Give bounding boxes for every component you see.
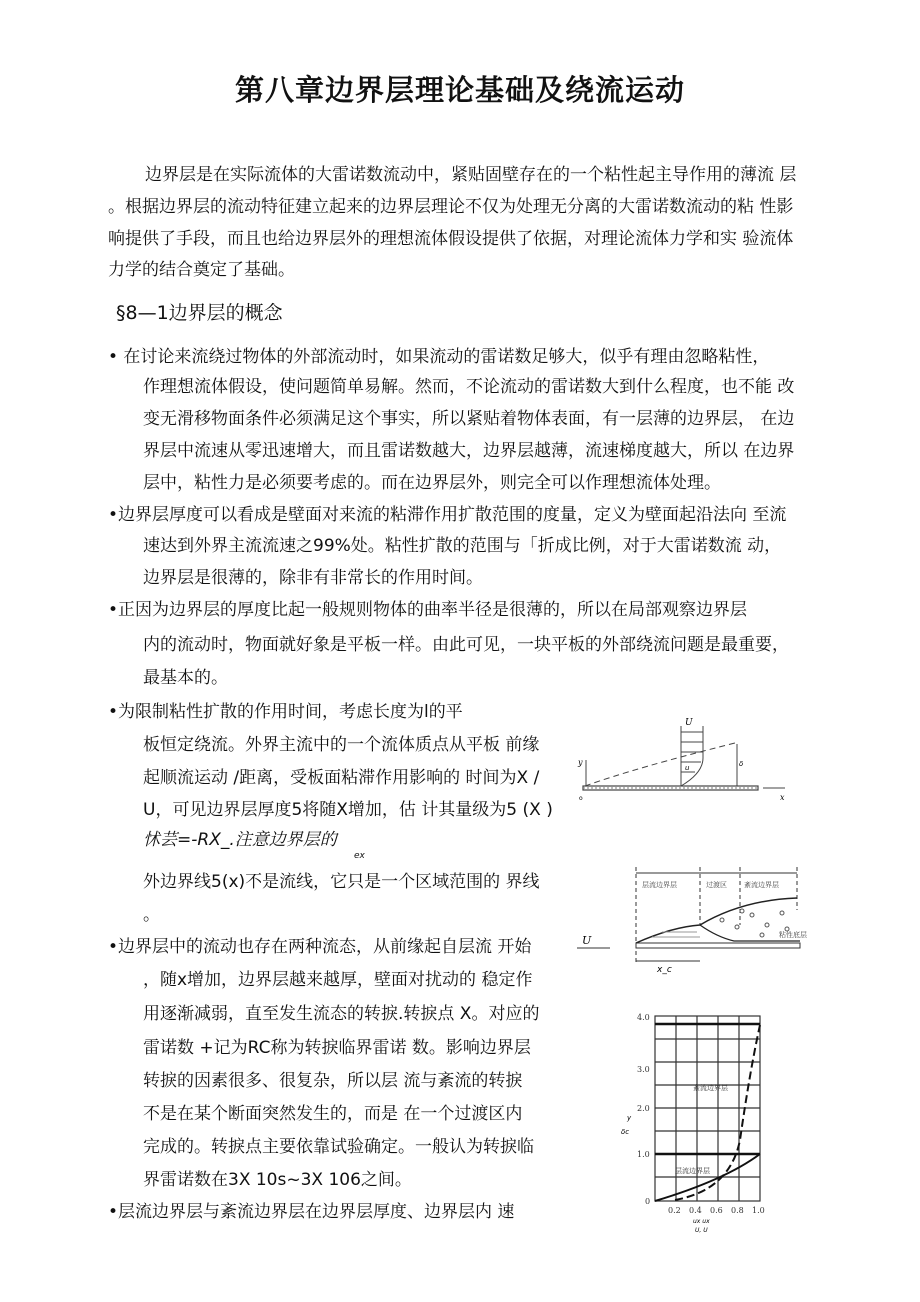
zone-turbulent-label: 紊流边界层 xyxy=(744,881,779,889)
text-line: •边界层厚度可以看成是壁面对来流的粘滞作用扩散范围的度量，定义为壁面起沿法向 至流 xyxy=(108,505,787,525)
text-line: ex xyxy=(354,851,365,861)
text-line: 内的流动时，物面就好象是平板一样。由此可见，一块平板的外部绕流问题是最重要， xyxy=(143,635,789,655)
text-line: 层中，粘性力是必须要考虑的。而在边界层外，则完全可以作理想流体处理。 xyxy=(143,473,721,493)
text-line: 速达到外界主流流速之99%处。粘性扩散的范围与「折成比例，对于大雷诺数流 动， xyxy=(143,536,782,556)
label-u: u xyxy=(685,764,690,772)
text-line: • 在讨论来流绕过物体的外部流动时，如果流动的雷诺数足够大，似乎有理由忽略粘性， xyxy=(108,347,770,367)
x-axis-label-den: U, U xyxy=(695,1227,708,1234)
text-line: 板恒定绕流。外界主流中的一个流体质点从平板 前缘 xyxy=(143,735,540,755)
label-xc: x_c xyxy=(657,965,672,975)
label-U: U xyxy=(582,934,592,947)
zone-laminar-label: 层流边界层 xyxy=(642,881,677,889)
y-tick: 3.0 xyxy=(637,1065,650,1074)
text-line: U，可见边界层厚度5将随X增加，估 计其量级为5 (X ) xyxy=(143,800,553,820)
text-line: 边界层是在实际流体的大雷诺数流动中，紧贴固壁存在的一个粘性起主导作用的薄流 层 xyxy=(145,165,797,185)
y-tick: 1.0 xyxy=(637,1150,650,1159)
text-line: 力学的结合奠定了基础。 xyxy=(108,260,295,280)
y-tick: 2.0 xyxy=(637,1104,650,1113)
y-tick: 0 xyxy=(645,1197,651,1206)
text-line: •边界层中的流动也存在两种流态，从前缘起自层流 开始 xyxy=(108,937,532,957)
turbulent-curve-label: 紊流边界层 xyxy=(693,1084,728,1092)
x-tick: 0.2 xyxy=(668,1206,681,1215)
text-line: 。 xyxy=(143,905,160,925)
text-line: 边界层是很薄的，除非有非常长的作用时间。 xyxy=(143,568,483,588)
text-line: 怵芸=-RX_.注意边界层的 xyxy=(143,830,337,850)
text-line: •正因为边界层的厚度比起一般规则物体的曲率半径是很薄的，所以在局部观察边界层 xyxy=(108,600,748,620)
boundary-layer-transition-figure xyxy=(572,865,812,975)
text-line: 雷诺数 +记为RC称为转捩临界雷诺 数。影响边界层 xyxy=(143,1038,531,1058)
laminar-curve-label: 层流边界层 xyxy=(675,1167,710,1175)
y-tick: 4.0 xyxy=(637,1013,650,1022)
y-axis-label-den: δc xyxy=(621,1128,630,1136)
section-heading: §8—1边界层的概念 xyxy=(116,302,283,324)
label-U: U xyxy=(685,718,693,728)
text-line: 作理想流体假设，使问题简单易解。然而，不论流动的雷诺数大到什么程度，也不能 改 xyxy=(143,377,795,397)
page-title: 第八章边界层理论基础及绕流运动 xyxy=(234,73,685,107)
text-line: 外边界线5(x)不是流线，它只是一个区域范围的 界线 xyxy=(143,872,540,892)
x-tick: 0.8 xyxy=(731,1206,744,1215)
text-line: 完成的。转捩点主要依靠试验确定。一般认为转捩临 xyxy=(143,1137,534,1157)
label-origin: o xyxy=(579,795,583,802)
text-line: 。根据边界层的流动特征建立起来的边界层理论不仅为处理无分离的大雷诺数流动的粘 性影 xyxy=(108,197,794,217)
x-tick: 1.0 xyxy=(752,1206,765,1215)
sublayer-label: 粘性底层 xyxy=(779,931,807,939)
text-line: 变无滑移物面条件必须满足这个事实，所以紧贴着物体表面，有一层薄的边界层， 在边 xyxy=(143,409,795,429)
y-axis-label-num: y xyxy=(627,1114,632,1122)
velocity-profile-figure xyxy=(615,1010,780,1235)
text-line: 最基本的。 xyxy=(143,668,228,688)
x-axis-label-num: ux ux xyxy=(693,1218,710,1225)
text-line: •层流边界层与紊流边界层在边界层厚度、边界层内 速 xyxy=(108,1202,515,1222)
label-x: x xyxy=(780,793,785,802)
label-delta: δ xyxy=(739,760,744,768)
zone-transition-label: 过渡区 xyxy=(706,881,727,889)
x-tick: 0.6 xyxy=(710,1206,723,1215)
text-line: 不是在某个断面突然发生的，而是 在一个过渡区内 xyxy=(143,1104,523,1124)
text-line: •为限制粘性扩散的作用时间，考虑长度为l的平 xyxy=(108,702,463,722)
label-y: y xyxy=(578,758,583,767)
text-line: 界雷诺数在3X 10s~3X 106之间。 xyxy=(143,1170,412,1190)
text-line: 用逐渐减弱，直至发生流态的转捩.转捩点 X。对应的 xyxy=(143,1004,540,1024)
text-line: 响提供了手段，而且也给边界层外的理想流体假设提供了依据，对理论流体力学和实 验流体 xyxy=(108,229,794,249)
text-line: 起顺流运动 /距离，受板面粘滞作用影响的 时间为X / xyxy=(143,768,540,788)
text-line: 转捩的因素很多、很复杂，所以层 流与紊流的转捩 xyxy=(143,1071,523,1091)
x-tick: 0.4 xyxy=(689,1206,702,1215)
text-line: ，随x增加，边界层越来越厚，壁面对扰动的 稳定作 xyxy=(143,970,533,990)
flat-plate-boundary-layer-figure xyxy=(575,718,795,808)
text-line: 界层中流速从零迅速增大，而且雷诺数越大，边界层越薄，流速梯度越大，所以 在边界 xyxy=(143,441,795,461)
